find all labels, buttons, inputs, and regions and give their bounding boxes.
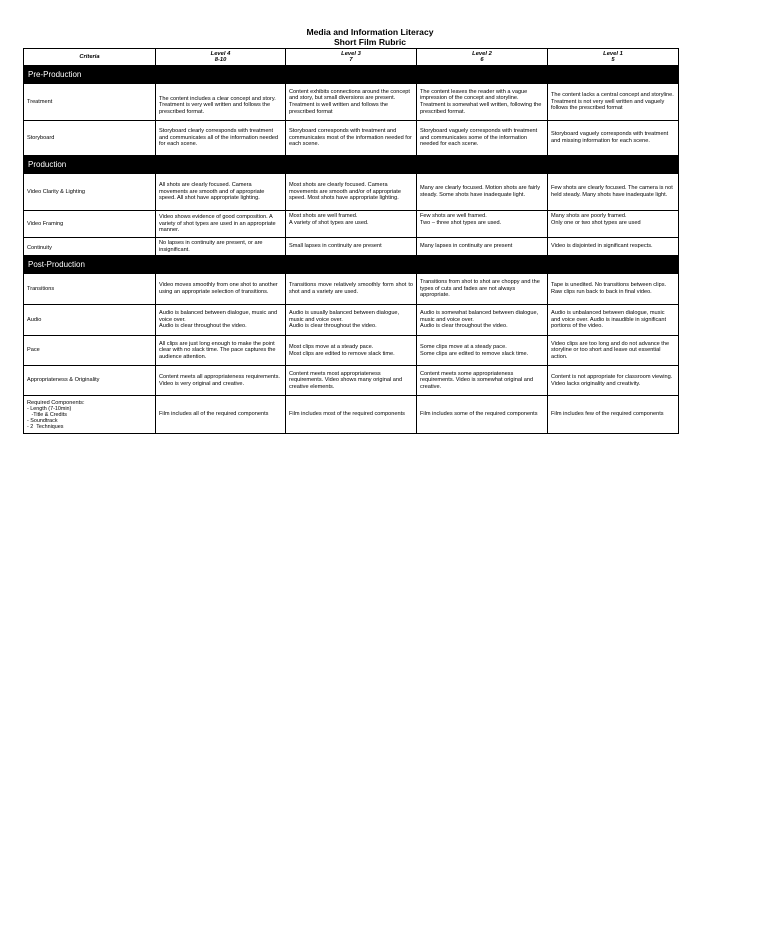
rubric-cell: Content meets all appropriateness requirements. Video is very original and creative. [156, 366, 286, 396]
level-2-header: Level 2 6 [417, 49, 548, 66]
component-item: - 2 Techniques [27, 424, 64, 431]
rubric-cell: Content exhibits connections around the concept and story, but small diversions are present. Treatment is well written and follows the prescribed format [286, 84, 417, 121]
rubric-cell: Most clips move at a steady pace. Most clips are edited to remove slack time. [286, 336, 417, 366]
criteria-cell: Treatment [24, 84, 156, 121]
rubric-cell: Film includes some of the required components [417, 396, 548, 434]
table-row [24, 305, 679, 336]
rubric-cell: The content lacks a central concept and storyline. Treatment is not very well written and vaguely follows the prescribed format [548, 84, 679, 121]
rubric-cell: Transitions move relatively smoothly form shot to shot and a variety are used. [286, 274, 417, 305]
rubric-cell: Video moves smoothly from one shot to another using an appropriate selection of transitions. [156, 274, 286, 305]
rubric-cell: Audio is balanced between dialogue, music and voice over. Audio is clear throughout the video. [156, 305, 286, 336]
rubric-cell: Storyboard vaguely corresponds with treatment and missing information for each scene. [548, 121, 679, 156]
rubric-cell: Few shots are well framed. Two – three shot types are used. [417, 211, 548, 238]
rubric-cell: Many are clearly focused. Motion shots are fairly steady. Some shots have inadequate light. [417, 174, 548, 211]
rubric-cell: Storyboard clearly corresponds with treatment and communicates all of the information needed for each scene. [156, 121, 286, 156]
component-item: - Length (7-10min) [27, 406, 72, 413]
criteria-cell: Storyboard [24, 121, 156, 156]
criteria-cell: Video Clarity & Lighting [24, 174, 156, 211]
rubric-cell: Audio is unbalanced between dialogue, music and voice over. Audio is inaudible in significant portions of the video. [548, 305, 679, 336]
rubric-cell: Few shots are clearly focused. The camera is not held steady. Many shots have inadequate light. [548, 174, 679, 211]
section-header-post-production: Post-Production [24, 256, 679, 274]
rubric-table [23, 48, 679, 434]
table-row [24, 121, 679, 156]
criteria-header: Criteria [24, 49, 156, 66]
rubric-cell: The content leaves the reader with a vague impression of the concept and storyline. Treatment is somewhat well written, following the prescribed format. [417, 84, 548, 121]
rubric-cell: Film includes few of the required components [548, 396, 679, 434]
rubric-cell: All clips are just long enough to make the point clear with no slack time. The pace captures the audience attention. [156, 336, 286, 366]
component-item: - Soundtrack [27, 418, 58, 425]
table-row [24, 396, 679, 434]
document-subtitle: Short Film Rubric [333, 37, 407, 47]
criteria-cell: Audio [24, 305, 156, 336]
rubric-cell: The content includes a clear concept and story. Treatment is very well written and follows the prescribed format. [156, 84, 286, 121]
rubric-cell: All shots are clearly focused. Camera movements are smooth and of appropriate speed. All shot have appropriate lighting. [156, 174, 286, 211]
rubric-cell: Most shots are well framed. A variety of shot types are used. [286, 211, 417, 238]
rubric-cell: Many lapses in continuity are present [417, 238, 548, 256]
level-4-header: Level 4 8-10 [156, 49, 286, 66]
section-header-pre-production: Pre-Production [24, 66, 679, 84]
required-components-label: Required Components: [27, 399, 85, 406]
criteria-cell: Continuity [24, 238, 156, 256]
table-row [24, 174, 679, 211]
section-header-production: Production [24, 156, 679, 174]
rubric-cell: Small lapses in continuity are present [286, 238, 417, 256]
rubric-cell: Tape is unedited. No transitions between clips. Raw clips run back to back in final video. [548, 274, 679, 305]
rubric-cell: Content is not appropriate for classroom viewing. Video lacks originality and creativity. [548, 366, 679, 396]
rubric-cell: Video is disjointed in significant respects. [548, 238, 679, 256]
rubric-cell: Video shows evidence of good composition. A variety of shot types are used in an appropriate manner. [156, 211, 286, 238]
rubric-cell: Many shots are poorly framed. Only one or two shot types are used [548, 211, 679, 238]
rubric-cell: Storyboard vaguely corresponds with treatment and communicates some of the information needed for each scene. [417, 121, 548, 156]
table-row [24, 211, 679, 238]
criteria-cell [24, 396, 156, 434]
table-row [24, 84, 679, 121]
component-item: -Title & Credits [27, 412, 67, 419]
criteria-cell: Appropriateness & Originality [24, 366, 156, 396]
rubric-cell: Audio is somewhat balanced between dialogue, music and voice over. Audio is clear throughout the video. [417, 305, 548, 336]
rubric-cell: Film includes all of the required components [156, 396, 286, 434]
document-title: Media and Information Literacy [306, 27, 434, 37]
rubric-cell: Storyboard corresponds with treatment and communicates most of the information needed for each scene. [286, 121, 417, 156]
rubric-cell: Content meets some appropriateness requirements. Video is somewhat original and creative. [417, 366, 548, 396]
rubric-cell: Audio is usually balanced between dialogue, music and voice over. Audio is clear throughout the video. [286, 305, 417, 336]
rubric-cell: Video clips are too long and do not advance the storyline or too short and leave out essential action. [548, 336, 679, 366]
rubric-cell: No lapses in continuity are present, or are insignificant. [156, 238, 286, 256]
criteria-cell: Video Framing [24, 211, 156, 238]
table-row [24, 366, 679, 396]
table-row [24, 238, 679, 256]
table-row [24, 336, 679, 366]
header-row [24, 49, 679, 66]
table-row [24, 274, 679, 305]
criteria-cell: Pace [24, 336, 156, 366]
rubric-cell: Most shots are clearly focused. Camera movements are smooth and/or of appropriate speed. Most shots have appropriate lighting. [286, 174, 417, 211]
rubric-cell: Transitions from shot to shot are choppy and the types of cuts and fades are not always appropriate. [417, 274, 548, 305]
level-1-header: Level 1 5 [548, 49, 679, 66]
criteria-cell: Transitions [24, 274, 156, 305]
rubric-cell: Film includes most of the required components [286, 396, 417, 434]
level-3-header: Level 3 7 [286, 49, 417, 66]
rubric-cell: Content meets most appropriateness requirements. Video shows many original and creative elements. [286, 366, 417, 396]
rubric-cell: Some clips move at a steady pace. Some clips are edited to remove slack time. [417, 336, 548, 366]
